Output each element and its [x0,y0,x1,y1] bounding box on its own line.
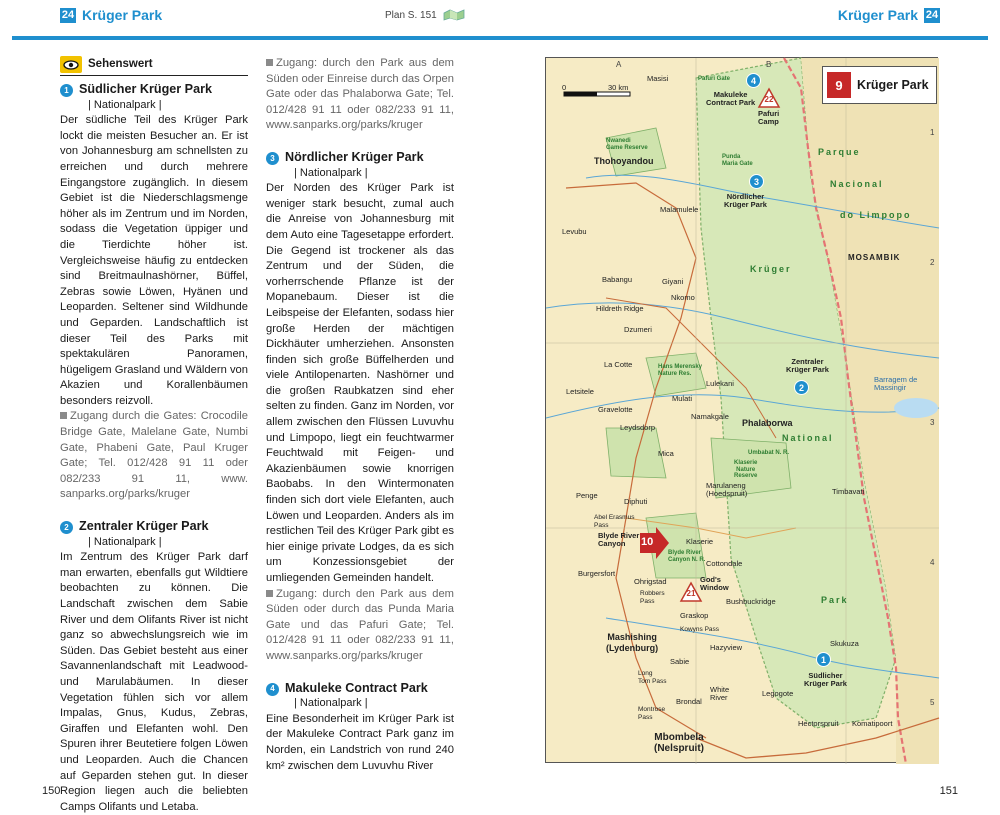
entry-1-heading [60,82,248,98]
grid-row-4: 4 [930,558,935,567]
label-blyde-canyon: Blyde River Canyon [598,531,640,548]
info-square-icon [266,59,273,66]
label-nwanedi: Nwanedi Game Reserve [606,138,648,151]
entry-1-number: 1 [60,84,73,97]
label-kowyns: Kowyns Pass [680,626,720,633]
header-title-left: Krüger Park [82,7,163,23]
triangle-marker-22[interactable] [758,88,780,108]
map-number-badge: 9 [827,72,851,98]
sight-label: Sehenswert [88,57,153,70]
info-square-icon [60,412,67,419]
entry-1-type: | Nationalpark | [88,98,162,111]
label-pafuri-camp: Pafuri Camp [758,109,780,126]
label-national: National [782,433,834,443]
label-skukuza: Skukuza [830,639,859,648]
entry-1-body: Der südliche Teil des Krüger Park lockt die meisten Besucher an. Er ist von Johannesburg am schnellsten zu erreichen und durch mehrere Eingangstore zugänglich. In diesem Gebiet ist die Niederschlagsmenge höher als im Zentrum und im Norden, sodass die Vegetation üppiger und die Tierdichte höher ist. Vergleichsweise häufig zu entdecken sind Breitmaulnashörner, Büffel, Zebras sowie Löwen, Hyänen und Leoparden. Seltener sind Wildhunde und Geparden. Landschaftlich ist dieser Teil des Parks mit spektakulären Panoramen, hügeligem Grasland und Wäldern von Akazien und Korallenbäumen besonders reizvoll. [60,114,248,407]
label-letsitele: Letsitele [566,387,594,396]
grid-row-2: 2 [930,258,935,267]
label-komatipoort: Komatipoort [852,719,893,728]
label-gravelotte: Gravelotte [598,405,633,414]
label-leydsdorp: Leydsdorp [620,423,656,432]
entry-4-number: 4 [266,683,279,696]
label-mulati: Mulati [672,394,693,403]
text-column-left [60,56,248,815]
scale-bar-fill [564,92,597,96]
label-abel-erasmus: Abel Erasmus Pass [594,514,635,529]
label-mica: Mica [658,449,674,458]
label-giyani: Giyani [662,277,684,286]
label-mbombela: Mbombela (Nelspruit) [654,732,704,754]
label-bushbuckridge: Bushbuckridge [726,597,776,606]
grid-row-1: 1 [930,128,935,137]
entry-3-body: Der Norden des Krüger Park ist weniger stark besucht, zumal auch die Anreise von Johannesburg mit dem Auto eine Tagesetappe erfordert. Die Gegend ist trockener als das Zentrum und der Süden, die vorherrschende Pflanze ist der Mopanebaum. Dieser ist die Leibspeise der Elefanten, sodass hier große Herden der mächtigen Dickhäuter umherziehen. Ansonsten finden sich große Büffelherden und viele Antilopenarten. Nashörner und die großen Raubkatzen sind eher selten zu finden. Ganz im Norden, vor allem zwischen den Flüssen Luvuvhu und Limpopo, liegt ein feuchtwarmer Feuchtwald mit Feigen- und Akazienbäumen sowie knorrigen Baobabs. In den Wintermonaten finden sich dort viele Elefanten, auch Löwen und Leoparden. Anders als im restlichen Teil des Krüger Park gibt es hier einige private Lodges, da es sich um Konzessionsgebiet der umliegenden Gemeinden handelt. [266,182,454,584]
label-phalaborwa: Phalaborwa [742,418,793,428]
grid-row-5: 5 [930,698,935,707]
header-rule [12,36,988,40]
entry-2-number: 2 [60,521,73,534]
label-blyde-nr: Blyde River Canyon N. R. [668,550,706,563]
label-thohoyandou: Thohoyandou [594,156,654,166]
label-levubu: Levubu [562,227,587,236]
entry-2-heading [60,519,248,535]
arrow-marker-10[interactable] [638,527,670,559]
label-hans-merensky: Hans Merensky Nature Res. [658,364,703,377]
chapter-badge: 24 [61,9,75,21]
entry-2-type: | Nationalpark | [88,535,162,548]
entry-2-info-text: Zugang: durch den Park aus dem Süden oder Einreise durch das Orpen Gate oder das Phalaborwa Gate; Tel. 012/428 91 11 oder 082/233 91 11, www.sanparks.org/parks/kruger [266,57,454,132]
label-mosambik: MOSAMBIK [848,253,901,262]
triangle-21-label: 21 [686,589,696,598]
plan-reference [385,9,465,21]
page-number-left: 150 [42,785,61,797]
entry-3-info [266,587,454,665]
label-legogote: Legogote [762,689,794,698]
entry-2-info [266,56,454,134]
label-burgersfort: Burgersfort [578,569,616,578]
label-graskop: Graskop [680,611,709,620]
entry-2-title: Zentraler Krüger Park [79,519,209,534]
label-nkomo: Nkomo [671,293,695,302]
lake-massingir [894,398,938,418]
label-park: Park [821,595,849,605]
eye-icon [60,56,82,73]
label-noerdlicher: Nördlicher Krüger Park [724,192,767,209]
map-icon [443,9,465,21]
label-kruger: Krüger [750,264,792,274]
marker-2[interactable]: 2 [794,380,809,395]
grid-col-b: B [766,60,772,69]
label-pafuri-gate: Pafuri Gate [698,76,731,82]
entry-3-type: | Nationalpark | [294,166,368,179]
entry-1-title: Südlicher Krüger Park [79,82,212,96]
marker-1[interactable]: 1 [816,652,831,667]
arrow-10-label: 10 [641,536,654,548]
entry-1-info [60,409,248,503]
label-hazyview: Hazyview [710,643,743,652]
label-namakgale: Namakgale [691,412,729,421]
label-white-river: White River [710,685,730,702]
label-do-limpopo: do Limpopo [840,210,912,220]
label-cottondale: Cottondale [706,559,743,568]
label-montrose: Montrose Pass [638,706,666,721]
label-nacional: Nacional [830,179,884,189]
entry-1-info-text: Zugang durch die Gates: Crocodile Bridge Gate, Malelane Gate, Numbi Gate, Phabeni Gate, Paul Kruger Gate; Tel. 012/428 91 11 oder 082/233 91 11, www. sanparks.org/parks/kruger [60,410,248,501]
entry-3-title: Nördlicher Krüger Park [285,149,424,164]
label-klaserie-town: Klaserie [686,537,714,546]
grid-col-a: A [616,60,622,69]
label-barragem: Barragem de Massingir [874,375,918,392]
label-dzumeri: Dzumeri [624,325,652,334]
entry-4-body: Eine Besonderheit im Krüger Park ist der Makuleke Contract Park ganz im Norden, ein Landstrich von rund 240 km² zwischen dem Luvuvhu River [266,712,454,772]
page-number-right: 151 [939,785,958,797]
label-makuleke: Makuleke Contract Park [706,90,756,107]
chapter-badge-right: 24 [925,9,939,21]
entry-2-body: Im Zentrum des Krüger Park darf man erwarten, ebenfalls gut Wildtiere beobachten zu können. Die Landschaft zwischen dem Sabie River und dem Olifants River ist nicht ganz so abwechslungsreich wie im Süden. Das Gebiet besteht aus einer Savannenlandschaft mit Leadwood- und Marulabäumen. In dieser Vegetation fühlen sich vor allem Impalas, Gnus, Kudus, Zebras, Giraffen und Elefanten wohl. Den Spuren ihrer Beutetiere folgen Löwen und Leoparden. Auch die Chancen auf Geparden stehen gut. In dieser Region liegen auch die beliebten Camps Olifants und Letaba. [60,551,248,813]
label-la-cotte: La Cotte [604,360,633,369]
park-map [545,57,938,763]
label-diphuti: Diphuti [624,497,648,506]
entry-4-title: Makuleke Contract Park [285,680,428,695]
entry-3-number: 3 [266,152,279,165]
label-umbabat: Umbabat N. R. [748,450,790,456]
label-robbers-pass: Robbers Pass [640,590,665,605]
reserve-patch [606,128,666,176]
label-ohrigstad: Ohrigstad [634,577,667,586]
reserve-patch [606,428,666,478]
entry-3-heading [266,150,454,166]
label-brondal: Brondal [676,697,702,706]
grid-row-3: 3 [930,418,935,427]
label-sabie: Sabie [670,657,690,666]
label-babangu: Babangu [602,275,633,284]
label-malamulele: Malamulele [660,205,699,214]
label-long-tom: Long Tom Pass [638,670,667,685]
marker-3[interactable]: 3 [749,174,764,189]
label-parque: Parque [818,147,861,157]
text-column-right [266,56,454,774]
label-marulaneng: Marulaneng (Hoedspruit) [706,481,748,498]
entry-4-heading [266,681,454,697]
label-timbavati: Timbavati [832,487,865,496]
label-suedlicher: Südlicher Krüger Park [804,671,847,688]
plan-reference-text: Plan S. 151 [385,9,437,21]
label-penge: Penge [576,491,598,500]
scale-zero: 0 [562,83,567,92]
label-hectorspruit: Hectorspruit [798,719,839,728]
label-hildreth: Hildreth Ridge [596,304,644,313]
sight-heading [60,56,248,76]
entry-4-type: | Nationalpark | [294,697,368,710]
header-left [60,7,162,23]
map-title: Krüger Park [857,78,929,92]
label-mashishing: Mashishing (Lydenburg) [606,632,659,653]
scale-km: 30 km [608,83,629,92]
road [566,183,709,738]
label-klaserie-nr: Klaserie Nature Reserve [734,460,758,479]
label-gods-window: God's Window [700,575,729,592]
triangle-marker-21[interactable] [680,582,702,602]
entry-3-info-text: Zugang: durch den Park aus dem Süden oder durch das Punda Maria Gate und das Pafuri Gate; Tel. 012/428 91 11 oder 082/233 91 11, www.sanparks.org/parks/kruger [266,587,454,662]
marker-4[interactable]: 4 [746,73,761,88]
label-lulekani: Lulekani [706,379,734,388]
triangle-22-label: 22 [764,95,774,104]
label-masisi: Masisi [647,74,669,83]
header-right [838,7,940,23]
map-title-box [822,66,937,104]
header-title-right: Krüger Park [837,7,918,23]
info-square-icon [266,590,273,597]
label-zentraler: Zentraler Krüger Park [786,357,829,374]
label-punda-maria: Punda Maria Gate [722,154,753,167]
